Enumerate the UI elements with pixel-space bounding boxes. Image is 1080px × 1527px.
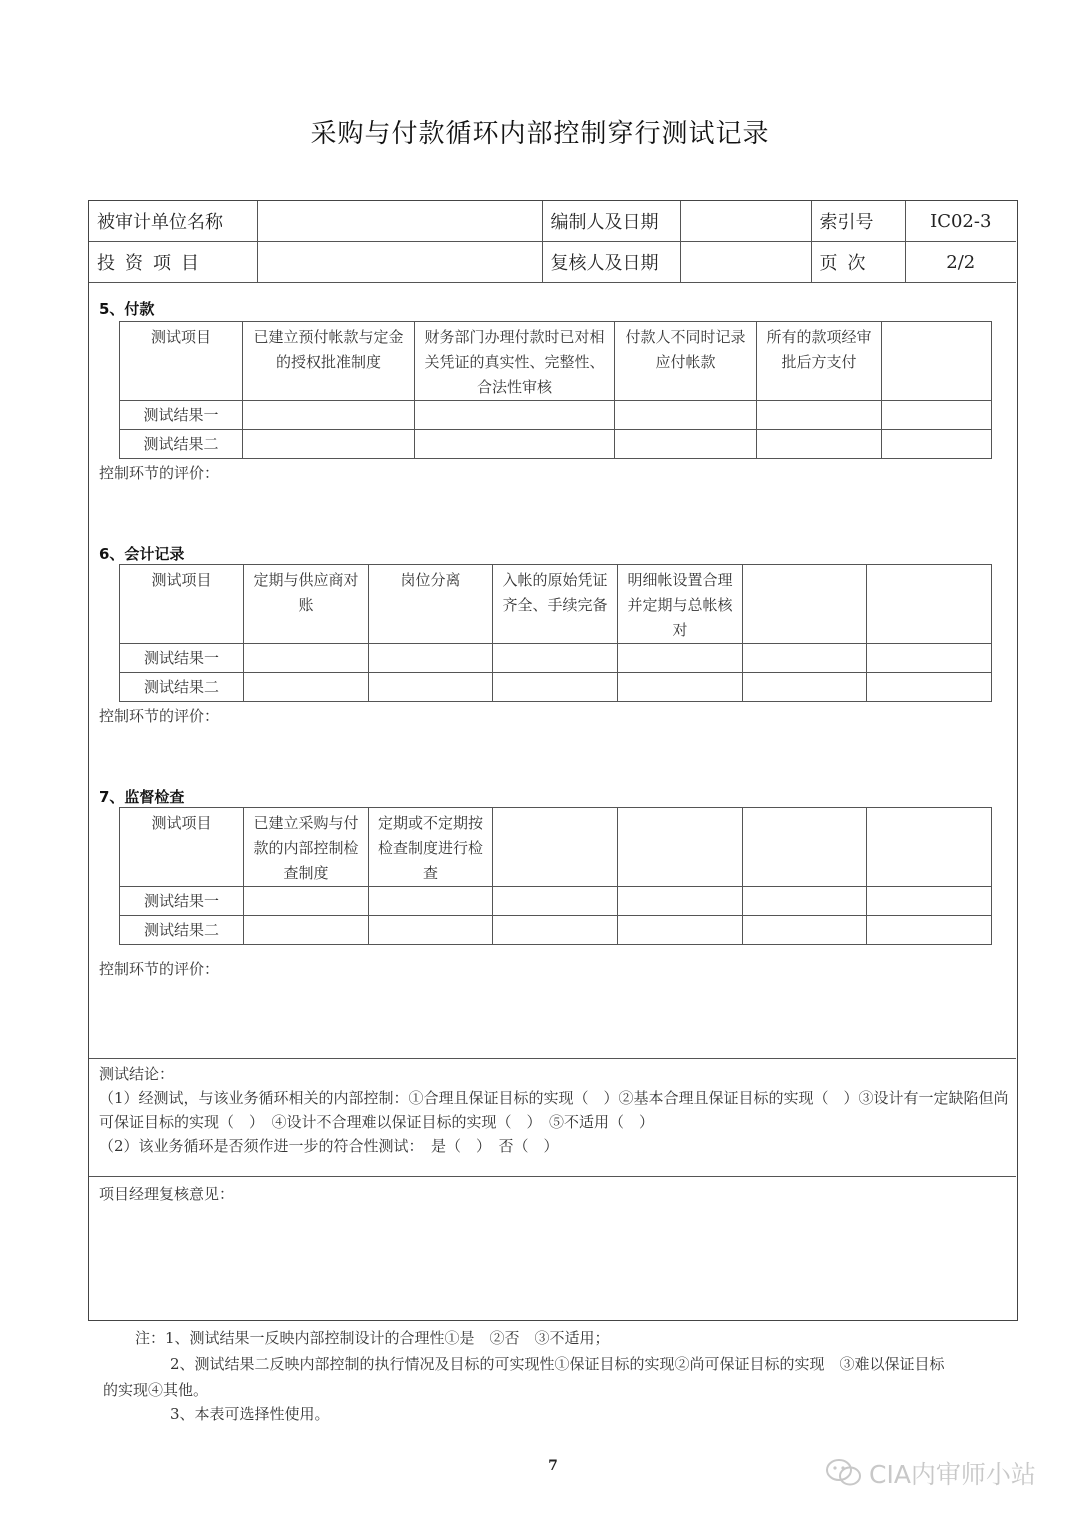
section-6-header-label: 测试项目 [120, 565, 244, 644]
note-1: 注：1、测试结果一反映内部控制设计的合理性①是 ②否 ③不适用； [135, 1329, 610, 1347]
section-6-item-5 [743, 565, 867, 644]
result-cell[interactable] [757, 401, 882, 430]
section-5-result-2-label: 测试结果二 [120, 430, 243, 459]
section-6-item-2: 岗位分离 [369, 565, 493, 644]
result-cell[interactable] [757, 430, 882, 459]
auditee-name-label: 被审计单位名称 [89, 201, 257, 242]
preparer-date-label: 编制人及日期 [542, 201, 680, 242]
result-cell[interactable] [615, 401, 757, 430]
section-7-table [119, 807, 992, 945]
reviewer-date-label: 复核人及日期 [542, 242, 680, 283]
reviewer-date-field[interactable] [680, 242, 811, 283]
form-frame [88, 200, 1018, 1321]
note-2-continued: 的实现④其他。 [103, 1381, 209, 1399]
section-5-result-1-label: 测试结果一 [120, 401, 243, 430]
manager-review-label: 项目经理复核意见： [99, 1185, 235, 1203]
auditee-name-field[interactable] [257, 201, 542, 242]
note-2: 2、测试结果二反映内部控制的执行情况及目标的可实现性①保证目标的实现②尚可保证目标的实现 ③难以保证目标 [170, 1355, 945, 1373]
section-5-item-2: 财务部门办理付款时已对相关凭证的真实性、完整性、合法性审核 [415, 322, 615, 401]
result-cell[interactable] [244, 673, 369, 702]
result-cell[interactable] [743, 673, 867, 702]
section-7-item-3 [493, 808, 618, 887]
preparer-date-field[interactable] [680, 201, 811, 242]
result-cell[interactable] [882, 430, 992, 459]
wechat-icon [825, 1458, 863, 1488]
section-6-item-3: 入帐的原始凭证齐全、手续完备 [493, 565, 618, 644]
section-5-table [119, 321, 992, 459]
section-5-item-1: 已建立预付帐款与定金的授权批准制度 [243, 322, 415, 401]
section-7-result-2-label: 测试结果二 [120, 916, 244, 945]
result-cell[interactable] [369, 887, 493, 916]
result-cell[interactable] [369, 644, 493, 673]
result-cell[interactable] [867, 673, 992, 702]
result-cell[interactable] [244, 916, 369, 945]
result-cell[interactable] [882, 401, 992, 430]
watermark [825, 1455, 1036, 1491]
conclusion-label: 测试结论： [99, 1065, 175, 1083]
section-7-item-5 [743, 808, 867, 887]
section-5-header-label: 测试项目 [120, 322, 243, 401]
section-6-item-1: 定期与供应商对账 [244, 565, 369, 644]
page-title: 采购与付款循环内部控制穿行测试记录 [310, 119, 770, 149]
result-cell[interactable] [867, 887, 992, 916]
page-value: 2/2 [905, 242, 1016, 283]
result-cell[interactable] [369, 916, 493, 945]
page-label: 页次 [811, 242, 905, 283]
result-cell[interactable] [618, 673, 743, 702]
result-cell[interactable] [867, 644, 992, 673]
section-7-item-4 [618, 808, 743, 887]
result-cell[interactable] [618, 644, 743, 673]
result-cell[interactable] [369, 673, 493, 702]
section-6-evaluation-label: 控制环节的评价： [99, 707, 220, 725]
result-cell[interactable] [743, 887, 867, 916]
section-7-result-1-label: 测试结果一 [120, 887, 244, 916]
header-table [89, 201, 1016, 283]
section-6-title: 6、会计记录 [99, 545, 185, 563]
section-7-title: 7、监督检查 [99, 788, 185, 806]
result-cell[interactable] [743, 916, 867, 945]
result-cell[interactable] [743, 644, 867, 673]
index-label: 索引号 [811, 201, 905, 242]
section-5-item-3: 付款人不同时记录应付帐款 [615, 322, 757, 401]
conclusion-line-1: （1）经测试，与该业务循环相关的内部控制：①合理且保证目标的实现（ ）②基本合理且保证目标的实现（ ）③设计有一定缺陷但尚可保证目标的实现（ ） ④设计不合理难以保证目标的实现（ ） ⑤不适用（ ） [99, 1089, 1009, 1131]
result-cell[interactable] [243, 401, 415, 430]
section-6-item-4: 明细帐设置合理并定期与总帐核对 [618, 565, 743, 644]
section-6-table [119, 564, 992, 702]
result-cell[interactable] [243, 430, 415, 459]
divider [89, 1058, 1016, 1059]
section-7-item-2: 定期或不定期按检查制度进行检查 [369, 808, 493, 887]
note-3: 3、本表可选择性使用。 [170, 1405, 330, 1423]
result-cell[interactable] [244, 887, 369, 916]
result-cell[interactable] [493, 673, 618, 702]
result-cell[interactable] [244, 644, 369, 673]
section-6-result-1-label: 测试结果一 [120, 644, 244, 673]
investment-item-field[interactable] [257, 242, 542, 283]
result-cell[interactable] [493, 916, 618, 945]
section-7-item-6 [867, 808, 992, 887]
result-cell[interactable] [615, 430, 757, 459]
section-5-title: 5、付款 [99, 300, 155, 318]
result-cell[interactable] [493, 644, 618, 673]
section-6-item-6 [867, 565, 992, 644]
section-5-item-4: 所有的款项经审批后方支付 [757, 322, 882, 401]
result-cell[interactable] [618, 916, 743, 945]
investment-item-label: 投资项目 [89, 242, 257, 283]
result-cell[interactable] [618, 887, 743, 916]
result-cell[interactable] [867, 916, 992, 945]
section-7-item-1: 已建立采购与付款的内部控制检查制度 [244, 808, 369, 887]
index-value: IC02-3 [905, 201, 1016, 242]
result-cell[interactable] [493, 887, 618, 916]
page-number: 7 [548, 1458, 558, 1474]
conclusion-line-2: （2）该业务循环是否须作进一步的符合性测试： 是（ ） 否（ ） [99, 1137, 559, 1155]
result-cell[interactable] [415, 401, 615, 430]
section-7-header-label: 测试项目 [120, 808, 244, 887]
test-conclusion [99, 1062, 1009, 1158]
watermark-text: CIA内审师小站 [869, 1460, 1036, 1489]
section-5-item-5 [882, 322, 992, 401]
result-cell[interactable] [415, 430, 615, 459]
section-7-evaluation-label: 控制环节的评价： [99, 960, 220, 978]
divider [89, 1176, 1016, 1177]
section-6-result-2-label: 测试结果二 [120, 673, 244, 702]
section-5-evaluation-label: 控制环节的评价： [99, 464, 220, 482]
